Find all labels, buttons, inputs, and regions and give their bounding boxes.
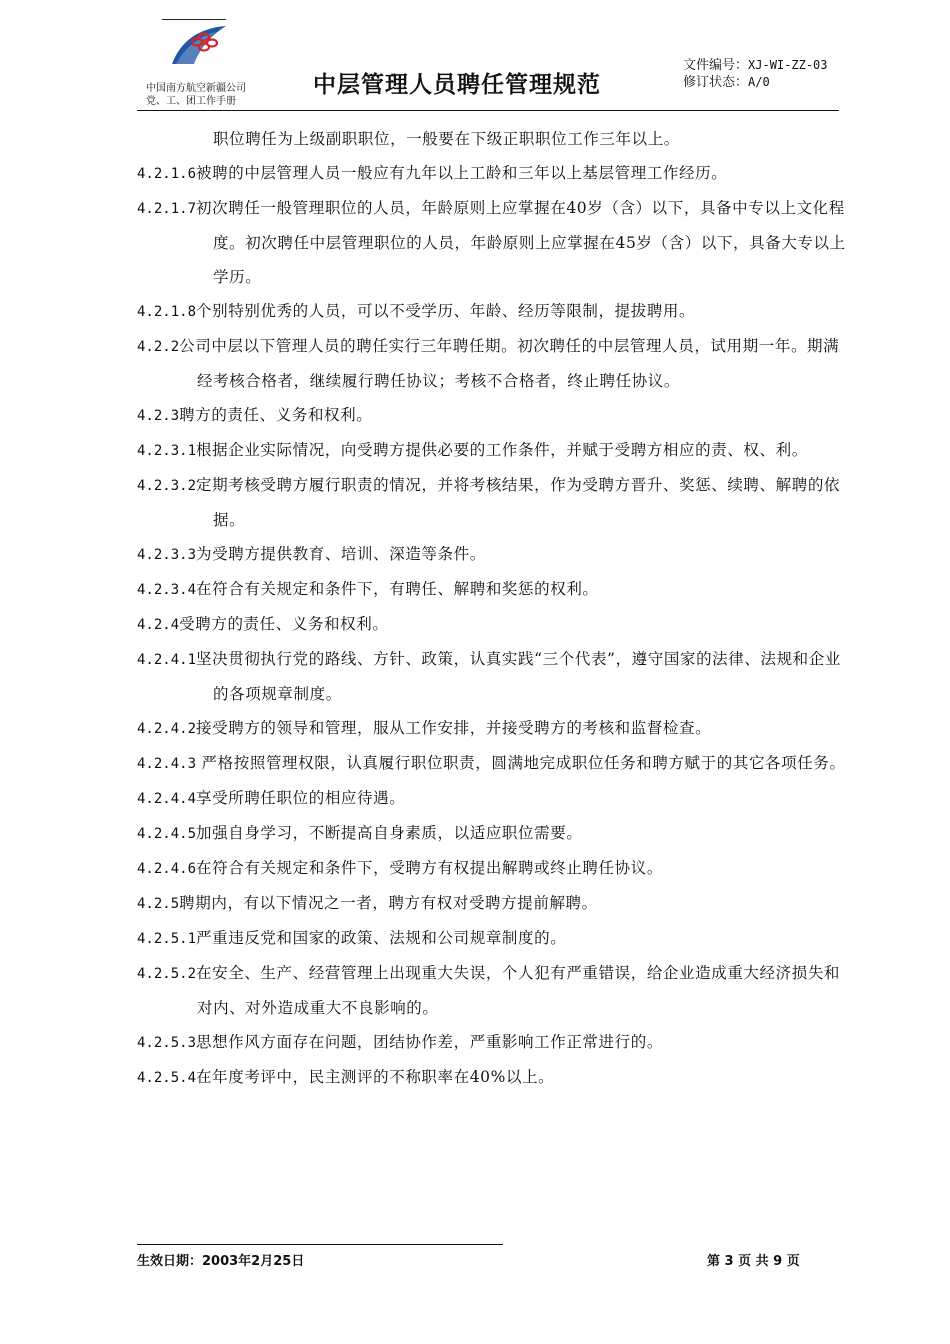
logo-top-rule bbox=[162, 19, 226, 20]
clause-number: 4.2.3.3 bbox=[137, 547, 197, 563]
company-line-2: 党、工、团工作手册 bbox=[146, 96, 236, 107]
clause-number: 4.2.4.3 bbox=[137, 756, 197, 772]
paragraph-4-2-1-6 bbox=[137, 156, 852, 191]
paragraph-4-2-4-4 bbox=[137, 781, 852, 816]
clause-number: 4.2.4.6 bbox=[137, 861, 197, 877]
clause-number: 4.2.5.1 bbox=[137, 931, 197, 947]
paragraph-4-2-3-1 bbox=[137, 433, 852, 468]
paragraph-4-2-4-3 bbox=[137, 746, 852, 781]
paragraph-4-2-3 bbox=[137, 398, 852, 433]
paragraph-text: 严格按照管理权限，认真履行职位职责，圆满地完成职位任务和聘方赋于的其它各项任务。 bbox=[201, 754, 846, 772]
paragraph-text: 个别特别优秀的人员，可以不受学历、年龄、经历等限制，提拔聘用。 bbox=[196, 302, 696, 320]
clause-number: 4.2.4.5 bbox=[137, 826, 197, 842]
paragraph-4-2-4-6 bbox=[137, 851, 852, 886]
effective-date: 生效日期：2003年2月25日 bbox=[137, 1254, 305, 1269]
paragraph-4-2-5-4 bbox=[137, 1060, 852, 1095]
paragraph-text: 受聘方的责任、义务和权利。 bbox=[179, 615, 389, 633]
paragraph-4-2-3-3 bbox=[137, 537, 852, 572]
airline-logo-icon bbox=[170, 22, 228, 66]
clause-number: 4.2.4.1 bbox=[137, 652, 197, 668]
page-number: 第 3 页 共 9 页 bbox=[707, 1254, 800, 1269]
paragraph-text: 初次聘任一般管理职位的人员，年龄原则上应掌握在40岁（含）以下，具备中专以上文化程度。初次聘任中层管理职位的人员，年龄原则上应掌握在45岁（含）以下，具备大专以上学历。 bbox=[196, 199, 846, 286]
clause-number: 4.2.4.4 bbox=[137, 791, 197, 807]
paragraph-text: 职位聘任为上级副职职位，一般要在下级正职职位工作三年以上。 bbox=[213, 130, 680, 148]
paragraph-4-2-5-3 bbox=[137, 1025, 852, 1060]
clause-number: 4.2.3.1 bbox=[137, 443, 197, 459]
paragraph-4-2-5-1 bbox=[137, 921, 852, 956]
paragraph-text: 被聘的中层管理人员一般应有九年以上工龄和三年以上基层管理工作经历。 bbox=[196, 164, 728, 182]
clause-number: 4.2.4 bbox=[137, 617, 180, 633]
paragraph-text: 公司中层以下管理人员的聘任实行三年聘任期。初次聘任的中层管理人员，试用期一年。期满经考核合格者，继续履行聘任协议；考核不合格者，终止聘任协议。 bbox=[179, 337, 840, 390]
paragraph-4-2-5 bbox=[137, 886, 852, 921]
paragraph-text: 接受聘方的领导和管理，服从工作安排，并接受聘方的考核和监督检查。 bbox=[196, 719, 712, 737]
paragraph-text: 在符合有关规定和条件下，有聘任、解聘和奖惩的权利。 bbox=[196, 580, 599, 598]
clause-number: 4.2.5.3 bbox=[137, 1035, 197, 1051]
paragraph-4-2-4 bbox=[137, 607, 852, 642]
paragraph-text: 聘方的责任、义务和权利。 bbox=[179, 406, 373, 424]
clause-number: 4.2.2 bbox=[137, 339, 180, 355]
paragraph-4-2-2 bbox=[137, 329, 852, 398]
clause-number: 4.2.5.2 bbox=[137, 966, 197, 982]
header-rule bbox=[137, 110, 839, 111]
paragraph-text: 为受聘方提供教育、培训、深造等条件。 bbox=[196, 545, 486, 563]
paragraph-text: 严重违反党和国家的政策、法规和公司规章制度的。 bbox=[196, 929, 567, 947]
document-body bbox=[137, 122, 852, 1095]
clause-number: 4.2.3.4 bbox=[137, 582, 197, 598]
revision-label: 修订状态： bbox=[683, 75, 749, 90]
document-meta bbox=[683, 57, 828, 91]
paragraph-4-2-1-8 bbox=[137, 294, 852, 329]
paragraph-4-2-4-2 bbox=[137, 711, 852, 746]
paragraph-text: 聘期内，有以下情况之一者，聘方有权对受聘方提前解聘。 bbox=[179, 894, 598, 912]
clause-number: 4.2.1.8 bbox=[137, 304, 197, 320]
paragraph-4-2-5-2 bbox=[137, 956, 852, 1025]
paragraph-4-2-3-2 bbox=[137, 468, 852, 537]
clause-number: 4.2.1.6 bbox=[137, 166, 197, 182]
clause-number: 4.2.3 bbox=[137, 408, 180, 424]
document-title: 中层管理人员聘任管理规范 bbox=[313, 72, 601, 98]
paragraph-4-2-4-5 bbox=[137, 816, 852, 851]
doc-number-label: 文件编号： bbox=[683, 58, 749, 73]
paragraph-text: 加强自身学习，不断提高自身素质，以适应职位需要。 bbox=[196, 824, 583, 842]
company-name bbox=[146, 82, 246, 108]
paragraph-4-2-3-4 bbox=[137, 572, 852, 607]
footer-rule bbox=[137, 1244, 503, 1245]
paragraph-4-2-1-7 bbox=[137, 191, 852, 294]
company-line-1: 中国南方航空新疆公司 bbox=[146, 83, 246, 94]
paragraph-text: 享受所聘任职位的相应待遇。 bbox=[196, 789, 406, 807]
doc-number: XJ-WI-ZZ-03 bbox=[748, 58, 828, 72]
paragraph-text: 在年度考评中，民主测评的不称职率在40%以上。 bbox=[196, 1068, 555, 1086]
paragraph-text: 在安全、生产、经营管理上出现重大失误，个人犯有严重错误，给企业造成重大经济损失和对内、对外造成重大不良影响的。 bbox=[196, 964, 841, 1017]
revision-status: A/0 bbox=[748, 75, 770, 89]
paragraph-text: 思想作风方面存在问题，团结协作差，严重影响工作正常进行的。 bbox=[196, 1033, 663, 1051]
paragraph-text: 坚决贯彻执行党的路线、方针、政策，认真实践“三个代表”，遵守国家的法律、法规和企业的各项规章制度。 bbox=[196, 650, 841, 703]
clause-number: 4.2.1.7 bbox=[137, 201, 197, 217]
paragraph-text: 在符合有关规定和条件下，受聘方有权提出解聘或终止聘任协议。 bbox=[196, 859, 663, 877]
clause-number: 4.2.4.2 bbox=[137, 721, 197, 737]
clause-number: 4.2.3.2 bbox=[137, 478, 197, 494]
paragraph-continuation bbox=[137, 122, 852, 156]
clause-number: 4.2.5.4 bbox=[137, 1070, 197, 1086]
paragraph-text: 定期考核受聘方履行职责的情况，并将考核结果，作为受聘方晋升、奖惩、续聘、解聘的依据。 bbox=[196, 476, 841, 529]
clause-number: 4.2.5 bbox=[137, 896, 180, 912]
paragraph-4-2-4-1 bbox=[137, 642, 852, 711]
paragraph-text: 根据企业实际情况，向受聘方提供必要的工作条件，并赋于受聘方相应的责、权、利。 bbox=[196, 441, 808, 459]
